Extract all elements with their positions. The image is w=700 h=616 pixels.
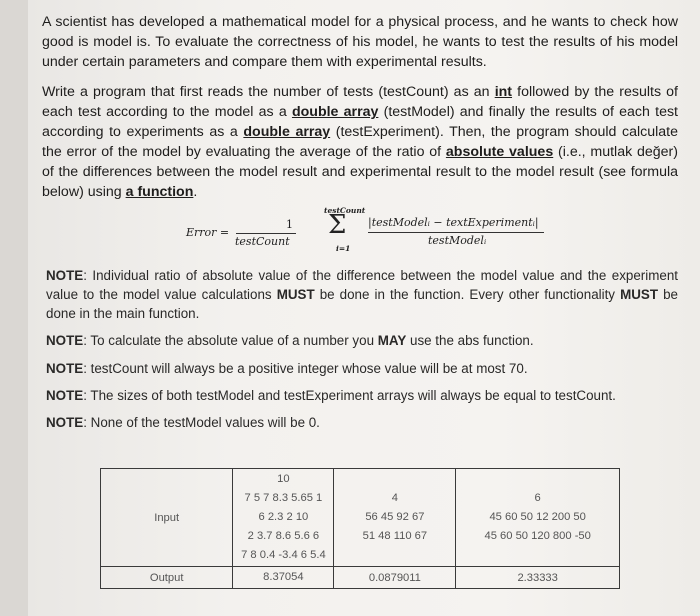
document-page — [28, 0, 700, 616]
col2-input-line: 4 — [391, 492, 398, 504]
instructions-text-6: . — [193, 184, 198, 200]
note-1-text-2: be done in the function. Every other functionality — [314, 287, 621, 302]
note-2-label: NOTE — [46, 333, 84, 348]
keyword-absolute-values: absolute values — [445, 144, 554, 160]
formula-sum-lower: i=1 — [336, 244, 351, 253]
keyword-int: int — [494, 84, 513, 100]
note-1-must: MUST — [276, 287, 315, 302]
col3-input-line: 6 — [534, 492, 541, 504]
col3-output-cell: 2.33333 — [456, 567, 620, 589]
note-2-text: : To calculate the absolute value of a number you — [83, 333, 378, 348]
note-2-text-2: use the abs function. — [406, 333, 534, 348]
col3-input-line: 45 60 50 120 800 -50 — [484, 530, 591, 542]
col2-output-cell: 0.0879011 — [334, 567, 456, 589]
col3-input-line: 45 60 50 12 200 50 — [489, 511, 586, 523]
formula-numerator: |testModelᵢ − textExperimentᵢ| — [368, 216, 539, 229]
intro-text: A scientist has developed a mathematical model for a physical process, and he wants to check how good is model is. To evaluate the correctness of his model, he wants to test the results of his model under certain parameters and compare them with experimental results. — [42, 14, 678, 70]
sigma-icon: Σ — [328, 210, 347, 240]
note-1-text: : Individual ratio of absolute value of the difference between the model value and the experiment value to the model value calculations — [46, 268, 678, 302]
instructions-paragraph — [42, 82, 678, 202]
input-label: Input — [101, 469, 233, 567]
instructions-text-4: (testExperiment). Then, the program should calculate the error of the model by evaluating the average of the ratio of — [42, 124, 679, 160]
intro-paragraph — [42, 12, 678, 72]
note-1-label: NOTE — [46, 268, 84, 283]
table-row-input — [101, 469, 620, 567]
note-4-text: : The sizes of both testModel and testExperiment arrays will always be equal to testCount. — [83, 388, 616, 403]
keyword-double-array-2: double array — [243, 124, 331, 140]
col3-input-cell — [456, 469, 620, 567]
error-formula — [178, 206, 558, 262]
formula-lhs: Error = — [186, 226, 230, 239]
formula-one: 1 — [286, 218, 293, 231]
sample-io-table — [100, 468, 620, 589]
col1-input-cell — [233, 469, 334, 567]
note-1-must-2: MUST — [620, 287, 659, 302]
instructions-text-5: (i.e., mutlak değer) of the differences between the model result and experimental result to the model result (see formula below) using — [42, 144, 679, 200]
keyword-a-function: a function — [125, 184, 194, 200]
note-1 — [46, 266, 678, 323]
formula-fraction-bar-1 — [236, 233, 296, 234]
note-3 — [46, 359, 678, 378]
note-5-text: : None of the testModel values will be 0. — [83, 415, 320, 430]
instructions-text-3: (testModel) and finally the results of each test according to experiments as a — [42, 104, 678, 140]
col2-input-line: 56 45 92 67 — [365, 511, 425, 523]
col2-input-cell — [334, 469, 456, 567]
output-label: Output — [101, 567, 233, 589]
formula-sum-upper: testCount — [324, 206, 366, 215]
note-1-text-3: be done in the main function. — [46, 287, 678, 321]
note-4 — [46, 386, 678, 405]
keyword-double-array-1: double array — [291, 104, 379, 120]
note-2 — [46, 331, 678, 350]
formula-testcount: testCount — [235, 235, 290, 248]
instructions-text-1: Write a program that first reads the number of tests (testCount) as an — [42, 84, 495, 100]
note-4-label: NOTE — [46, 388, 84, 403]
note-3-text: : testCount will always be a positive integer whose value will be at most 70. — [83, 361, 528, 376]
col1-input-line: 2 3.7 8.6 5.6 6 — [247, 530, 320, 542]
col2-input-line: 51 48 110 67 — [362, 530, 428, 542]
note-5-label: NOTE — [46, 415, 84, 430]
col1-input-line: 7 8 0.4 -3.4 6 5.4 — [241, 549, 326, 561]
formula-fraction-bar-2 — [368, 232, 544, 233]
instructions-text-2: followed by the results of each test according to the model as a — [42, 84, 679, 120]
note-2-may: MAY — [377, 333, 407, 348]
col1-output-cell: 8.37054 — [233, 567, 334, 589]
col1-input-line: 7 5 7 8.3 5.65 1 — [244, 492, 323, 504]
formula-denominator: testModelᵢ — [428, 234, 487, 247]
table-row-output — [101, 567, 620, 589]
note-3-label: NOTE — [46, 361, 84, 376]
note-5 — [46, 413, 678, 432]
col1-input-line: 10 — [277, 473, 290, 485]
col1-input-line: 6 2.3 2 10 — [258, 511, 309, 523]
